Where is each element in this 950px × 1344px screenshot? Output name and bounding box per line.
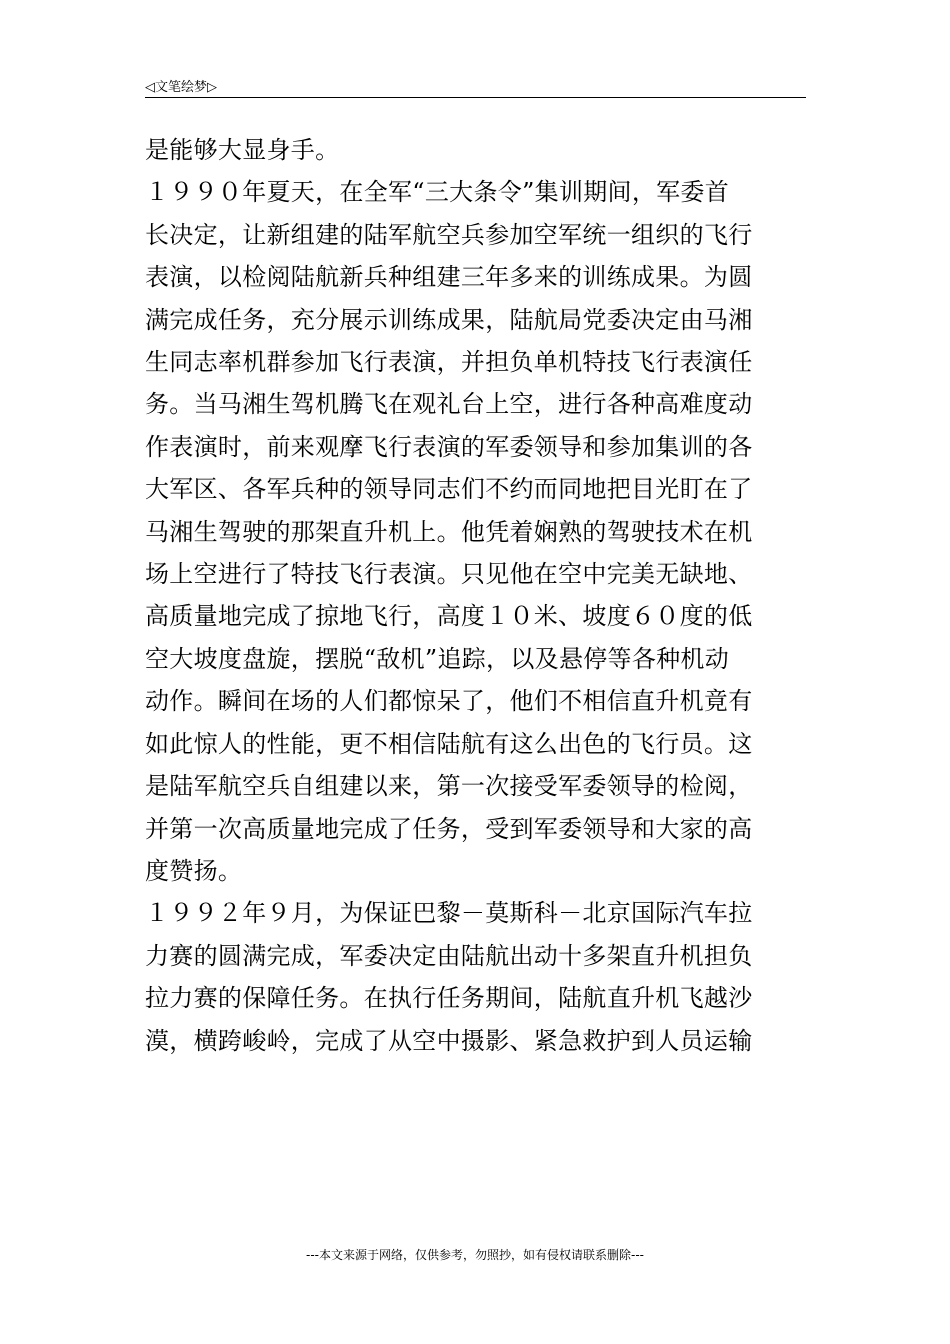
header-label: ◁文笔绘梦▷ [145,80,217,95]
text-line: 是陆军航空兵自组建以来，第一次接受军委领导的检阅， [145,772,753,801]
text-line: 作表演时，前来观摩飞行表演的军委领导和参加集训的各 [145,432,753,461]
text-line: 表演，以检阅陆航新兵种组建三年多来的训练成果。为圆 [145,263,753,292]
text-line: 拉力赛的保障任务。在执行任务期间，陆航直升机飞越沙 [145,984,753,1013]
text-line: 满完成任务，充分展示训练成果，陆航局党委决定由马湘 [145,305,753,334]
paragraph-2 [145,171,785,892]
text-line: １９９０年夏天，在全军“三大条令”集训期间，军委首 [145,178,730,207]
paragraph-3 [145,892,785,1062]
text-line: 是能够大显身手。 [145,136,340,164]
text-line: 生同志率机群参加飞行表演，并担负单机特技飞行表演任 [145,348,753,377]
text-line: 高质量地完成了掠地飞行，高度１０米、坡度６０度的低 [145,602,753,631]
document-body [145,129,785,1062]
text-line: 并第一次高质量地完成了任务，受到军委领导和大家的高 [145,814,753,843]
text-line: 力赛的圆满完成，军委决定由陆航出动十多架直升机担负 [145,941,753,970]
text-line: 空大坡度盘旋，摆脱“敌机”追踪，以及悬停等各种机动 [145,644,730,673]
page-header [145,76,806,98]
text-line: 度赞扬。 [145,856,243,885]
header-divider [145,97,806,98]
text-line: 漠，横跨峻岭，完成了从空中摄影、紧急救护到人员运输 [145,1026,753,1055]
text-line: 务。当马湘生驾机腾飞在观礼台上空，进行各种高难度动 [145,390,753,419]
paragraph-1 [145,129,785,171]
text-line: 长决定，让新组建的陆军航空兵参加空军统一组织的飞行 [145,220,753,249]
text-line: 如此惊人的性能，更不相信陆航有这么出色的飞行员。这 [145,729,753,758]
text-line: 场上空进行了特技飞行表演。只见他在空中完美无缺地、 [145,560,753,589]
text-line: 动作。瞬间在场的人们都惊呆了，他们不相信直升机竟有 [145,687,753,716]
text-line: 马湘生驾驶的那架直升机上。他凭着娴熟的驾驶技术在机 [145,517,753,546]
text-line: 大军区、各军兵种的领导同志们不约而同地把目光盯在了 [145,475,753,504]
text-line: １９９２年９月，为保证巴黎－莫斯科－北京国际汽车拉 [145,899,753,928]
footer-notice: ---本文来源于网络，仅供参考，勿照抄，如有侵权请联系删除--- [306,1248,644,1262]
